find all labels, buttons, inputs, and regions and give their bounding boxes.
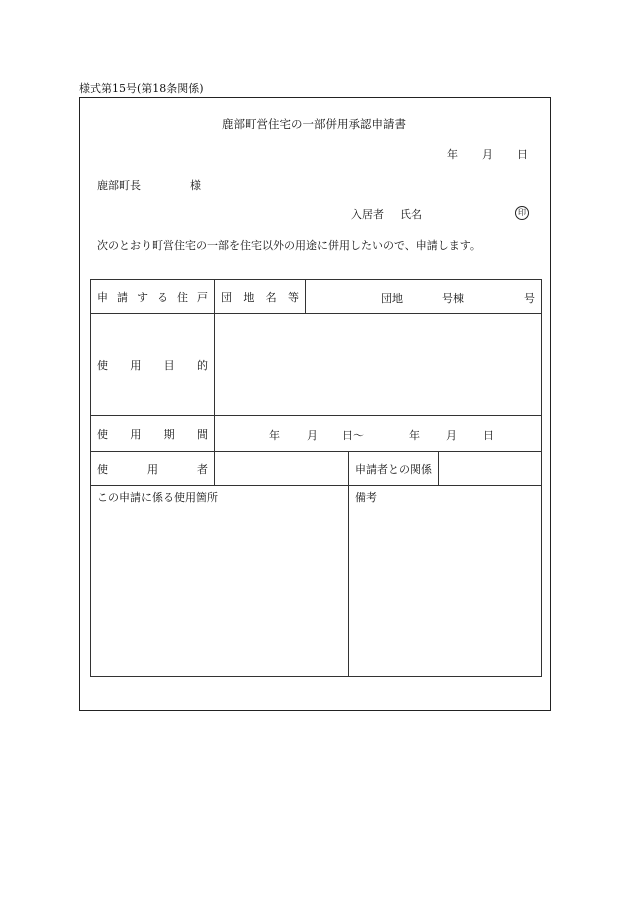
period-start-month: 月	[307, 428, 318, 442]
date-day: 日	[517, 148, 528, 161]
complex-name-label: 団 地 名 等	[215, 280, 306, 314]
user-field[interactable]	[215, 452, 349, 486]
application-statement: 次のとおり町営住宅の一部を住宅以外の用途に併用したいので、申請します。	[97, 239, 481, 252]
purpose-field[interactable]	[215, 314, 542, 416]
period-start-day: 日〜	[342, 428, 364, 442]
relation-field[interactable]	[439, 452, 542, 486]
row-dwelling	[91, 280, 542, 314]
resident-label: 入居者	[351, 208, 384, 221]
application-table	[90, 279, 542, 677]
period-field[interactable]	[215, 416, 542, 452]
usage-location-label: この申請に係る使用箇所	[97, 491, 218, 504]
period-end-day: 日	[483, 428, 494, 442]
form-number: 様式第15号(第18条関係)	[79, 82, 204, 95]
document-title: 鹿部町営住宅の一部併用承認申請書	[222, 117, 406, 131]
addressee-name: 鹿部町長	[97, 179, 141, 192]
period-start-year: 年	[269, 428, 280, 442]
name-label: 氏名	[400, 208, 422, 221]
date-month: 月	[482, 148, 493, 161]
relation-label: 申請者との関係	[349, 452, 439, 486]
remarks-label: 備考	[355, 491, 377, 504]
period-label: 使 用 期 間	[91, 416, 215, 452]
row-purpose	[91, 314, 542, 416]
row-location-remarks	[91, 486, 542, 677]
purpose-label: 使 用 目 的	[91, 314, 215, 416]
dwelling-label: 申 請 す る 住 戸	[91, 280, 215, 314]
user-label: 使 用 者	[91, 452, 215, 486]
remarks-field[interactable]	[349, 486, 542, 677]
date-year: 年	[447, 148, 458, 161]
seal-icon: 印	[515, 206, 529, 220]
complex-name-field[interactable]	[306, 280, 542, 314]
usage-location-field[interactable]	[91, 486, 349, 677]
building-label: 号棟	[442, 291, 464, 305]
danchi-label: 団地	[381, 291, 403, 305]
period-end-year: 年	[409, 428, 420, 442]
unit-label: 号	[524, 291, 536, 305]
row-period	[91, 416, 542, 452]
row-user	[91, 452, 542, 486]
period-end-month: 月	[446, 428, 457, 442]
addressee-honorific: 様	[190, 179, 201, 192]
